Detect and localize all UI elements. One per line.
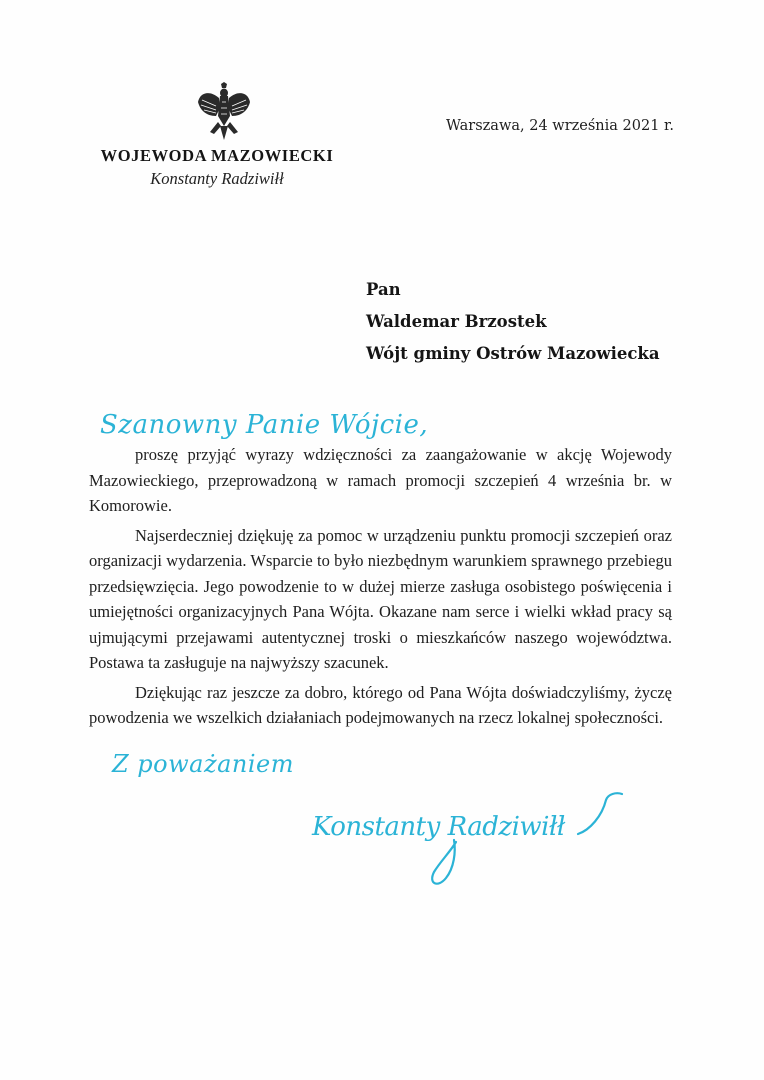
body-paragraph-2: Najserdeczniej dziękuję za pomoc w urządzeniu punktu promocji szczepień oraz organizacji wydarzenia. Wsparcie to było niezbędnym warunkiem sprawnego przebiegu przedsięwzięcia. Jego powodzenie to w dużej mierze zasługa osobistego poświęcenia i umiejętności organizacyjnych Pana Wójta. Okazane nam serce i wielki wkład pracy są ujmującymi przejawami autentycznej troski o mieszkańców naszego województwa. Postawa ta zasługuje na najwyższy szacunek. [89, 525, 672, 672]
signature: Konstanty Radziwiłł [312, 812, 565, 842]
letter-body [89, 442, 672, 735]
handwritten-greeting: Szanowny Panie Wójcie, [100, 410, 429, 440]
handwritten-closing: Z poważaniem [112, 750, 295, 778]
signature-flourish [306, 790, 626, 900]
office-title: WOJEWODA MAZOWIECKI [100, 146, 334, 165]
official-name: Konstanty Radziwiłł [150, 169, 284, 188]
recipient-name: Waldemar Brzostek [366, 312, 547, 331]
body-paragraph-3: Dziękując raz jeszcze za dobro, którego od Pana Wójta doświadczyliśmy, życzę powodzenia we wszelkich działaniach podejmowanych na rzecz lokalnej społeczności. [89, 682, 672, 727]
recipient-block [366, 278, 660, 374]
recipient-position: Wójt gminy Ostrów Mazowiecka [366, 344, 660, 363]
recipient-salutation-title: Pan [366, 280, 401, 299]
body-paragraph-1: proszę przyjąć wyrazy wdzięczności za zaangażowanie w akcję Wojewody Mazowieckiego, przeprowadzoną w ramach promocji szczepień 4 września br. w Komorowie. [89, 445, 672, 515]
white-eagle-emblem-icon [196, 82, 252, 144]
date-line: Warszawa, 24 września 2021 r. [446, 118, 674, 134]
